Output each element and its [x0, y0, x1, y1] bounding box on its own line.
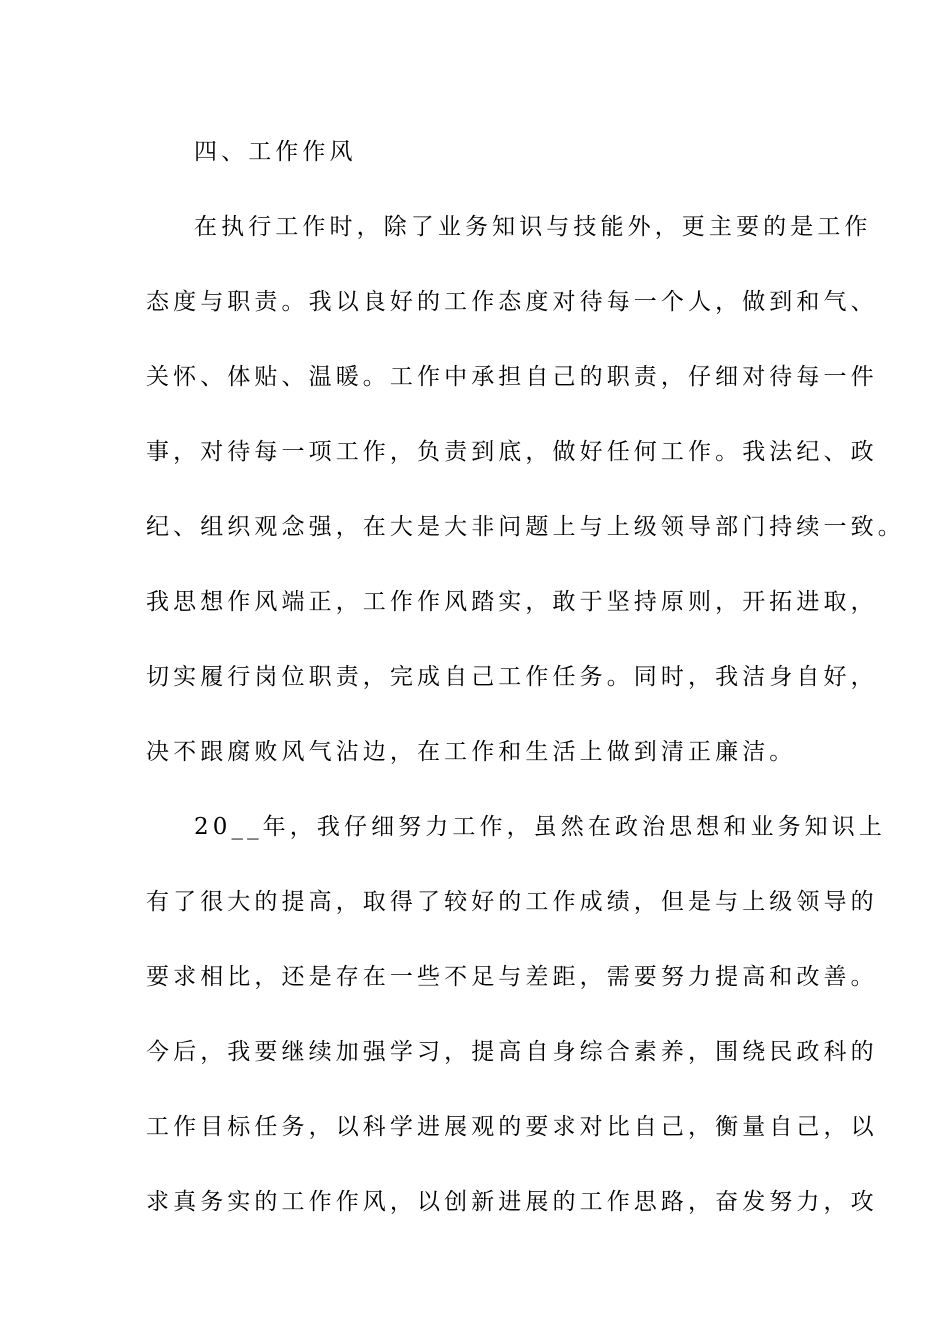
paragraph-line: 今后，我要继续加强学习，提高自身综合素养，围绕民政科的	[146, 1039, 878, 1065]
section-heading: 四、工作作风	[194, 139, 357, 165]
paragraph-line: 求真务实的工作作风，以创新进展的工作思路，奋发努力，攻	[146, 1189, 878, 1215]
paragraph-line: 在执行工作时，除了业务知识与技能外，更主要的是工作	[194, 214, 872, 240]
paragraph-line: 决不跟腐败风气沾边，在工作和生活上做到清正廉洁。	[146, 739, 797, 765]
paragraph-line: 20__年，我仔细努力工作，虽然在政治思想和业务知识上	[194, 814, 886, 840]
paragraph-line: 有了很大的提高，取得了较好的工作成绩，但是与上级领导的	[146, 889, 878, 915]
paragraph-line: 事，对待每一项工作，负责到底，做好任何工作。我法纪、政	[146, 439, 878, 465]
paragraph-line: 工作目标任务，以科学进展观的要求对比自己，衡量自己，以	[146, 1114, 878, 1140]
paragraph-line: 关怀、体贴、温暖。工作中承担自己的职责，仔细对待每一件	[146, 364, 878, 390]
paragraph-line: 切实履行岗位职责，完成自己工作任务。同时，我洁身自好，	[146, 664, 878, 690]
paragraph-line: 纪、组织观念强，在大是大非问题上与上级领导部门持续一致。	[146, 514, 905, 540]
paragraph-line: 我思想作风端正，工作作风踏实，敢于坚持原则，开拓进取，	[146, 589, 878, 615]
paragraph-line: 态度与职责。我以良好的工作态度对待每一个人，做到和气、	[146, 289, 878, 315]
paragraph-line: 要求相比，还是存在一些不足与差距，需要努力提高和改善。	[146, 964, 878, 990]
